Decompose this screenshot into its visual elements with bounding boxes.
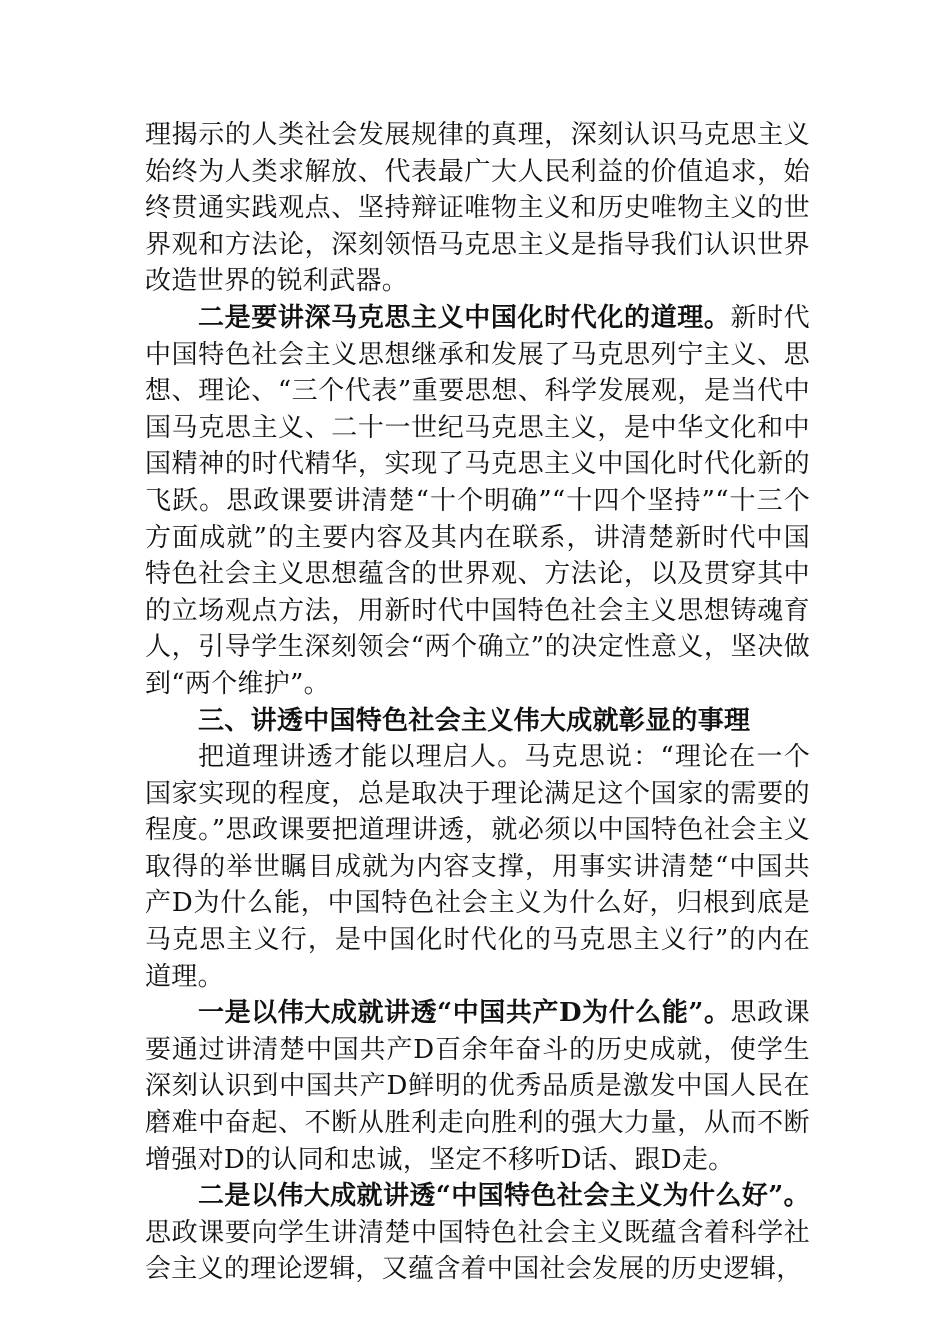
paragraph-intro: [145, 739, 810, 995]
paragraph-point-one: [145, 995, 810, 1178]
section-heading: 三、讲透中国特色社会主义伟大成就彰显的事理: [198, 705, 751, 736]
paragraph-point-two: [145, 300, 810, 703]
paragraph-lead: 二是以伟大成就讲透“中国特色社会主义为什么好”。: [198, 1181, 810, 1212]
document-page: [145, 117, 810, 1288]
paragraph-text: 思政课要向学生讲清楚中国特色社会主义既蕴含着科学社会主义的理论逻辑，又蕴含着中国社会发展的历史逻辑，: [145, 1217, 810, 1285]
paragraph-text: 把道理讲透才能以理启人。马克思说：“理论在一个国家实现的程度，总是取决于理论满足这个国家的需要的程度。”思政课要把道理讲透，就必须以中国特色社会主义取得的举世瞩目成就为内容支撑，用事实讲清楚“中国共产D为什么能，中国特色社会主义为什么好，归根到底是马克思主义行，是中国化时代化的马克思主义行”的内在道理。: [145, 742, 810, 992]
paragraph-lead: 一是以伟大成就讲透“中国共产D为什么能”。: [198, 998, 731, 1029]
paragraph-text: 思政课要通过讲清楚中国共产D百余年奋斗的历史成就，使学生深刻认识到中国共产D鲜明的优秀品质是激发中国人民在磨难中奋起、不断从胜利走向胜利的强大力量，从而不断增强对D的认同和忠诚，坚定不移听D话、跟D走。: [145, 998, 810, 1175]
paragraph-text: 新时代中国特色社会主义思想继承和发展了马克思列宁主义、思想、理论、“三个代表”重要思想、科学发展观，是当代中国马克思主义、二十一世纪马克思主义，是中华文化和中国精神的时代精华，实现了马克思主义中国化时代化新的飞跃。思政课要讲清楚“十个明确”“十四个坚持”“十三个方面成就”的主要内容及其内在联系，讲清楚新时代中国特色社会主义思想蕴含的世界观、方法论，以及贯穿其中的立场观点方法，用新时代中国特色社会主义思想铸魂育人，引导学生深刻领会“两个确立”的决定性意义，坚决做到“两个维护”。: [145, 302, 810, 699]
paragraph-point-two-b: [145, 1178, 810, 1288]
paragraph-lead: 二是要讲深马克思主义中国化时代化的道理。: [198, 302, 731, 333]
paragraph-text: 理揭示的人类社会发展规律的真理，深刻认识马克思主义始终为人类求解放、代表最广大人民利益的价值追求，始终贯通实践观点、坚持辩证唯物主义和历史唯物主义的世界观和方法论，深刻领悟马克思主义是指导我们认识世界改造世界的锐利武器。: [145, 120, 810, 297]
paragraph-continuation: [145, 117, 810, 300]
